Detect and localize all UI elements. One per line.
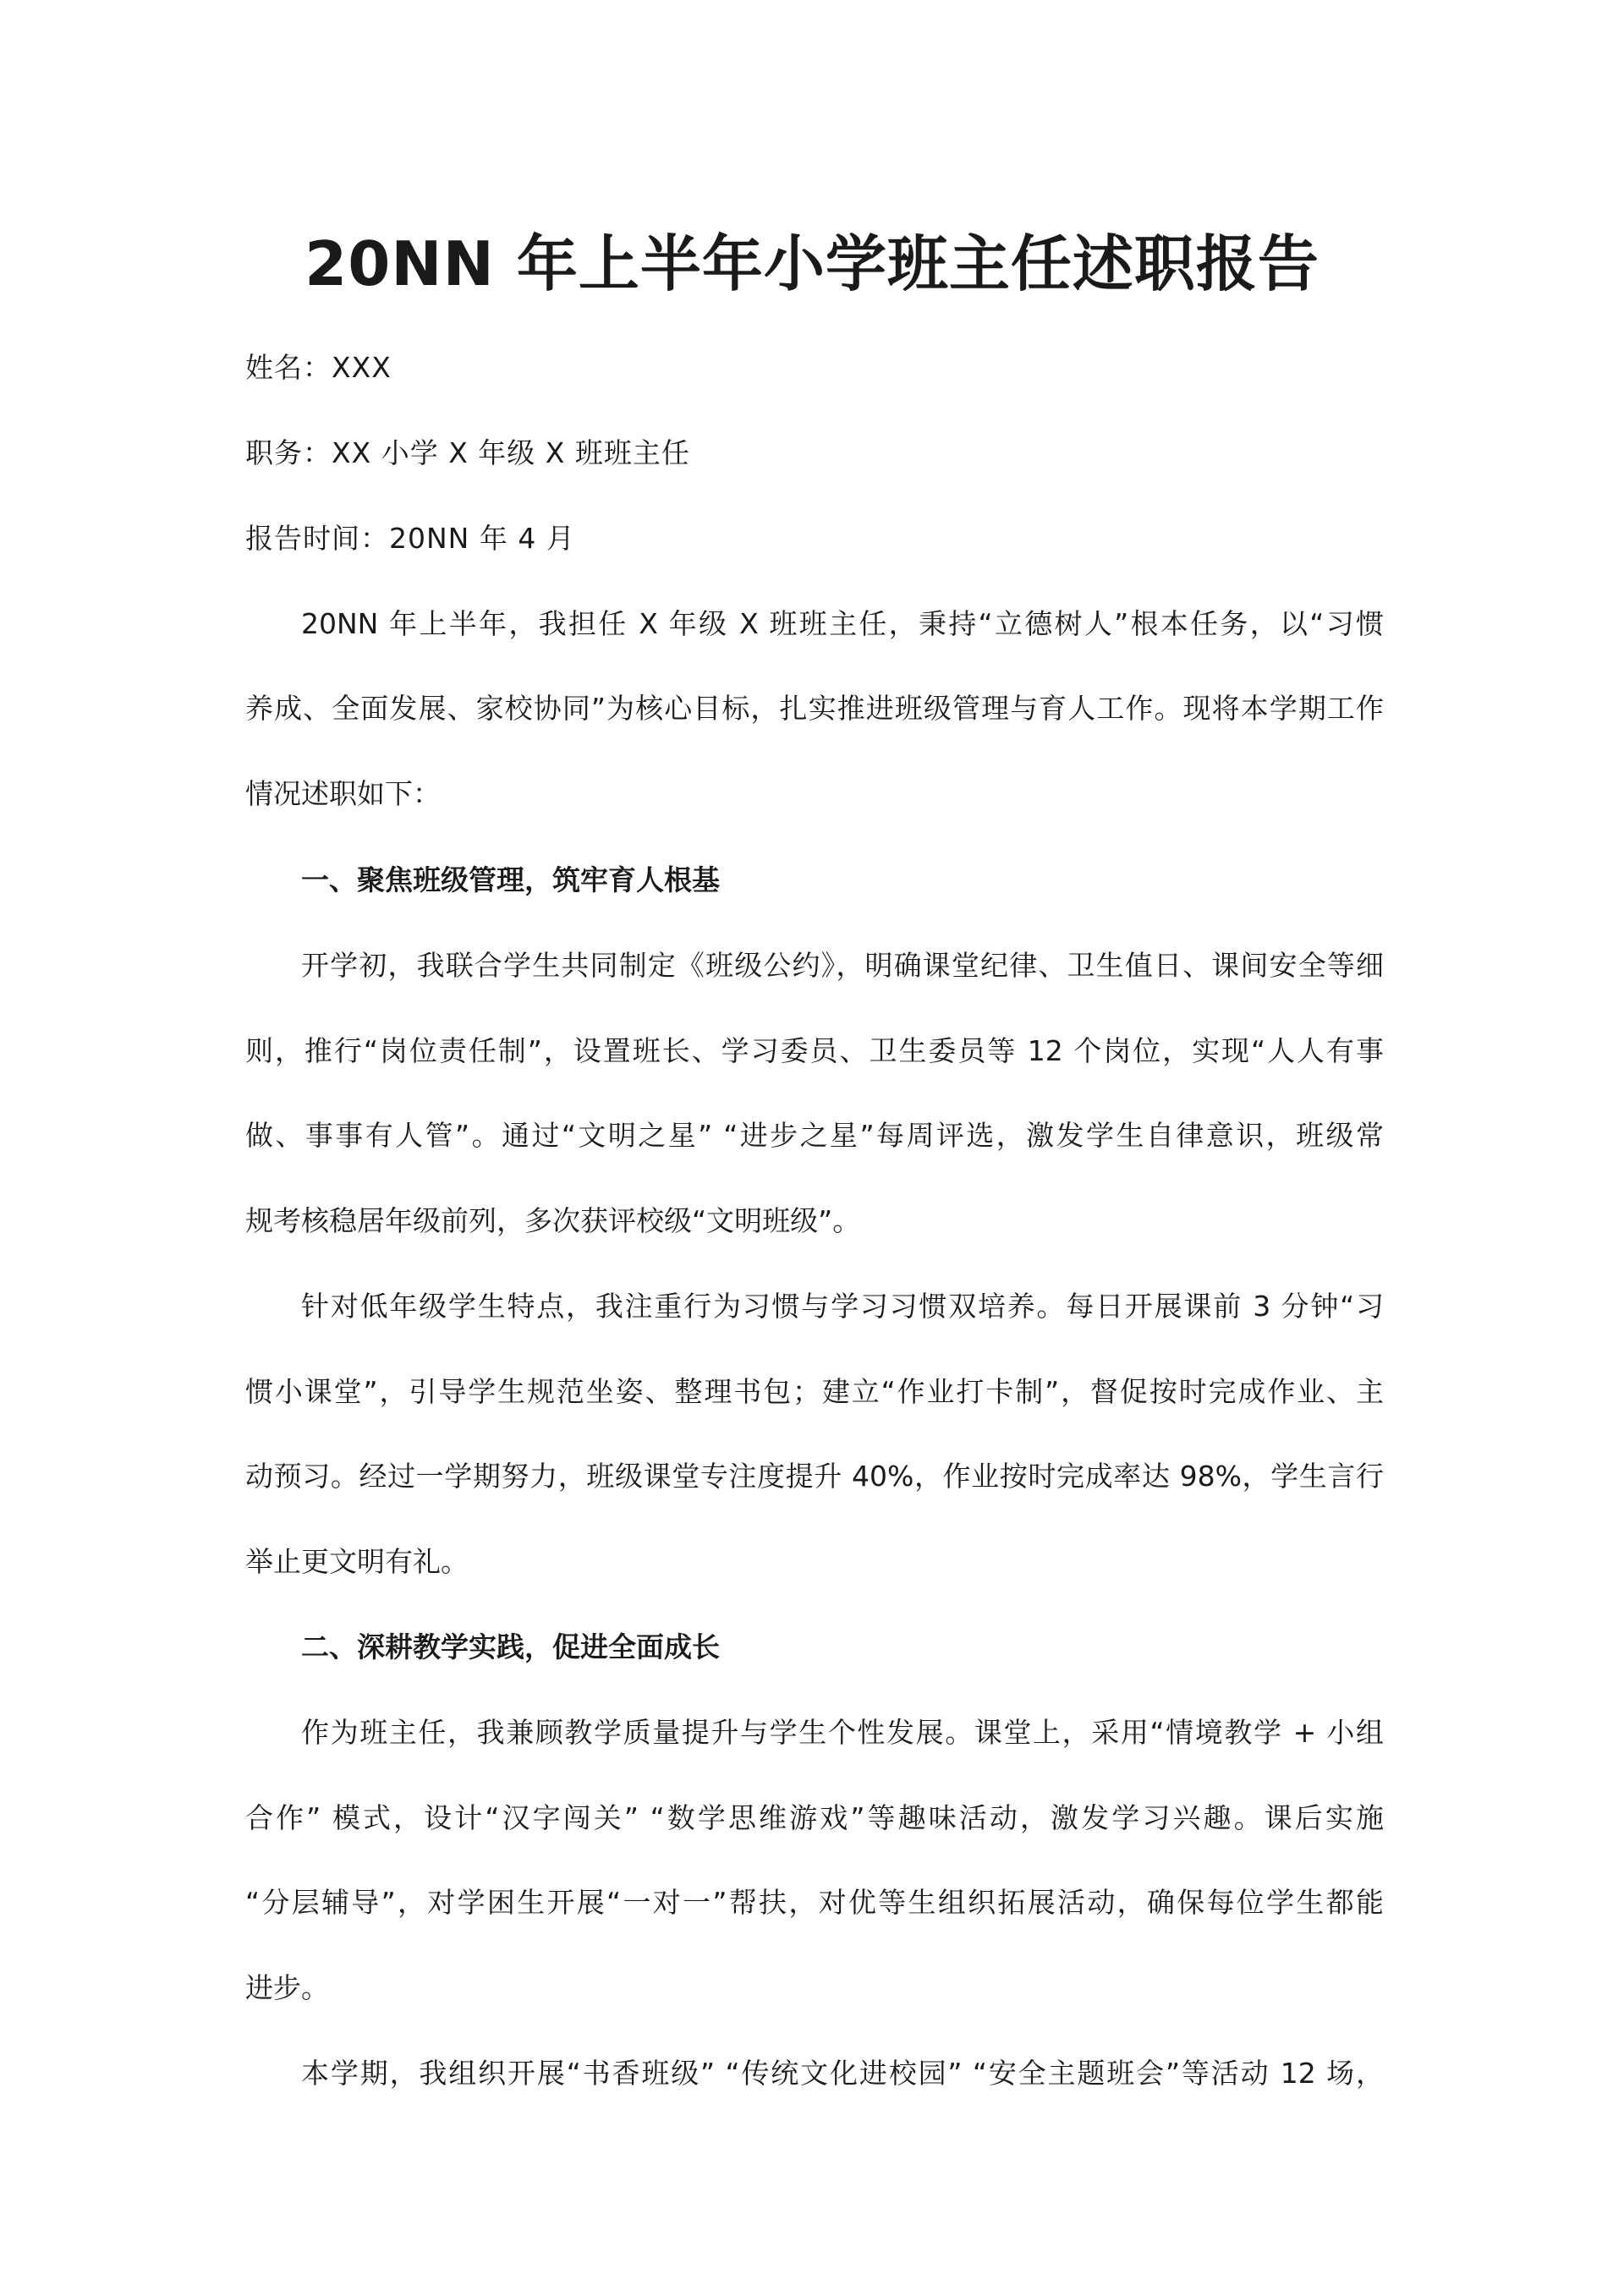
paragraph-line: 合作” 模式，设计“汉字闯关” “数学思维游戏”等趣味活动，激发学习兴趣。课后实施 xyxy=(245,1801,1384,1834)
report-time: 报告时间：20NN 年 4 月 xyxy=(245,522,575,555)
paragraph-line: 本学期，我组织开展“书香班级” “传统文化进校园” “安全主题班会”等活动 12 场， xyxy=(301,2057,1384,2090)
paragraph-line: 动预习。经过一学期努力，班级课堂专注度提升 40%，作业按时完成率达 98%，学生言行 xyxy=(245,1460,1384,1493)
paragraph-line: 则，推行“岗位责任制”，设置班长、学习委员、卫生委员等 12 个岗位，实现“人人有事 xyxy=(245,1034,1384,1067)
paragraph-line: 针对低年级学生特点，我注重行为习惯与学习习惯双培养。每日开展课前 3 分钟“习 xyxy=(301,1290,1384,1323)
paragraph-line: 做、事事有人管”。通过“文明之星” “进步之星”每周评选，激发学生自律意识，班级常 xyxy=(245,1119,1384,1152)
document-title: 20NN 年上半年小学班主任述职报告 xyxy=(304,228,1320,299)
paragraph-line: 开学初，我联合学生共同制定《班级公约》，明确课堂纪律、卫生值日、课间安全等细 xyxy=(301,949,1384,982)
paragraph-line: 作为班主任，我兼顾教学质量提升与学生个性发展。课堂上，采用“情境教学 + 小组 xyxy=(301,1716,1384,1749)
paragraph-line: 进步。 xyxy=(245,1971,329,2004)
section-heading: 二、深耕教学实践，促进全面成长 xyxy=(301,1630,720,1663)
paragraph-line: “分层辅导”，对学困生开展“一对一”帮扶，对优等生组织拓展活动，确保每位学生都能 xyxy=(245,1886,1384,1919)
intro-line: 情况述职如下： xyxy=(245,777,441,810)
author-name: 姓名：XXX xyxy=(245,351,392,384)
intro-line: 20NN 年上半年，我担任 X 年级 X 班班主任，秉持“立德树人”根本任务，以“习惯 xyxy=(301,607,1384,640)
paragraph-line: 举止更文明有礼。 xyxy=(245,1545,469,1578)
intro-line: 养成、全面发展、家校协同”为核心目标，扎实推进班级管理与育人工作。现将本学期工作 xyxy=(245,692,1384,725)
author-position: 职务：XX 小学 X 年级 X 班班主任 xyxy=(245,436,690,469)
paragraph-line: 规考核稳居年级前列，多次获评校级“文明班级”。 xyxy=(245,1204,861,1237)
paragraph-line: 惯小课堂”，引导学生规范坐姿、整理书包；建立“作业打卡制”，督促按时完成作业、主 xyxy=(245,1375,1384,1408)
section-heading: 一、聚焦班级管理，筑牢育人根基 xyxy=(301,863,720,896)
